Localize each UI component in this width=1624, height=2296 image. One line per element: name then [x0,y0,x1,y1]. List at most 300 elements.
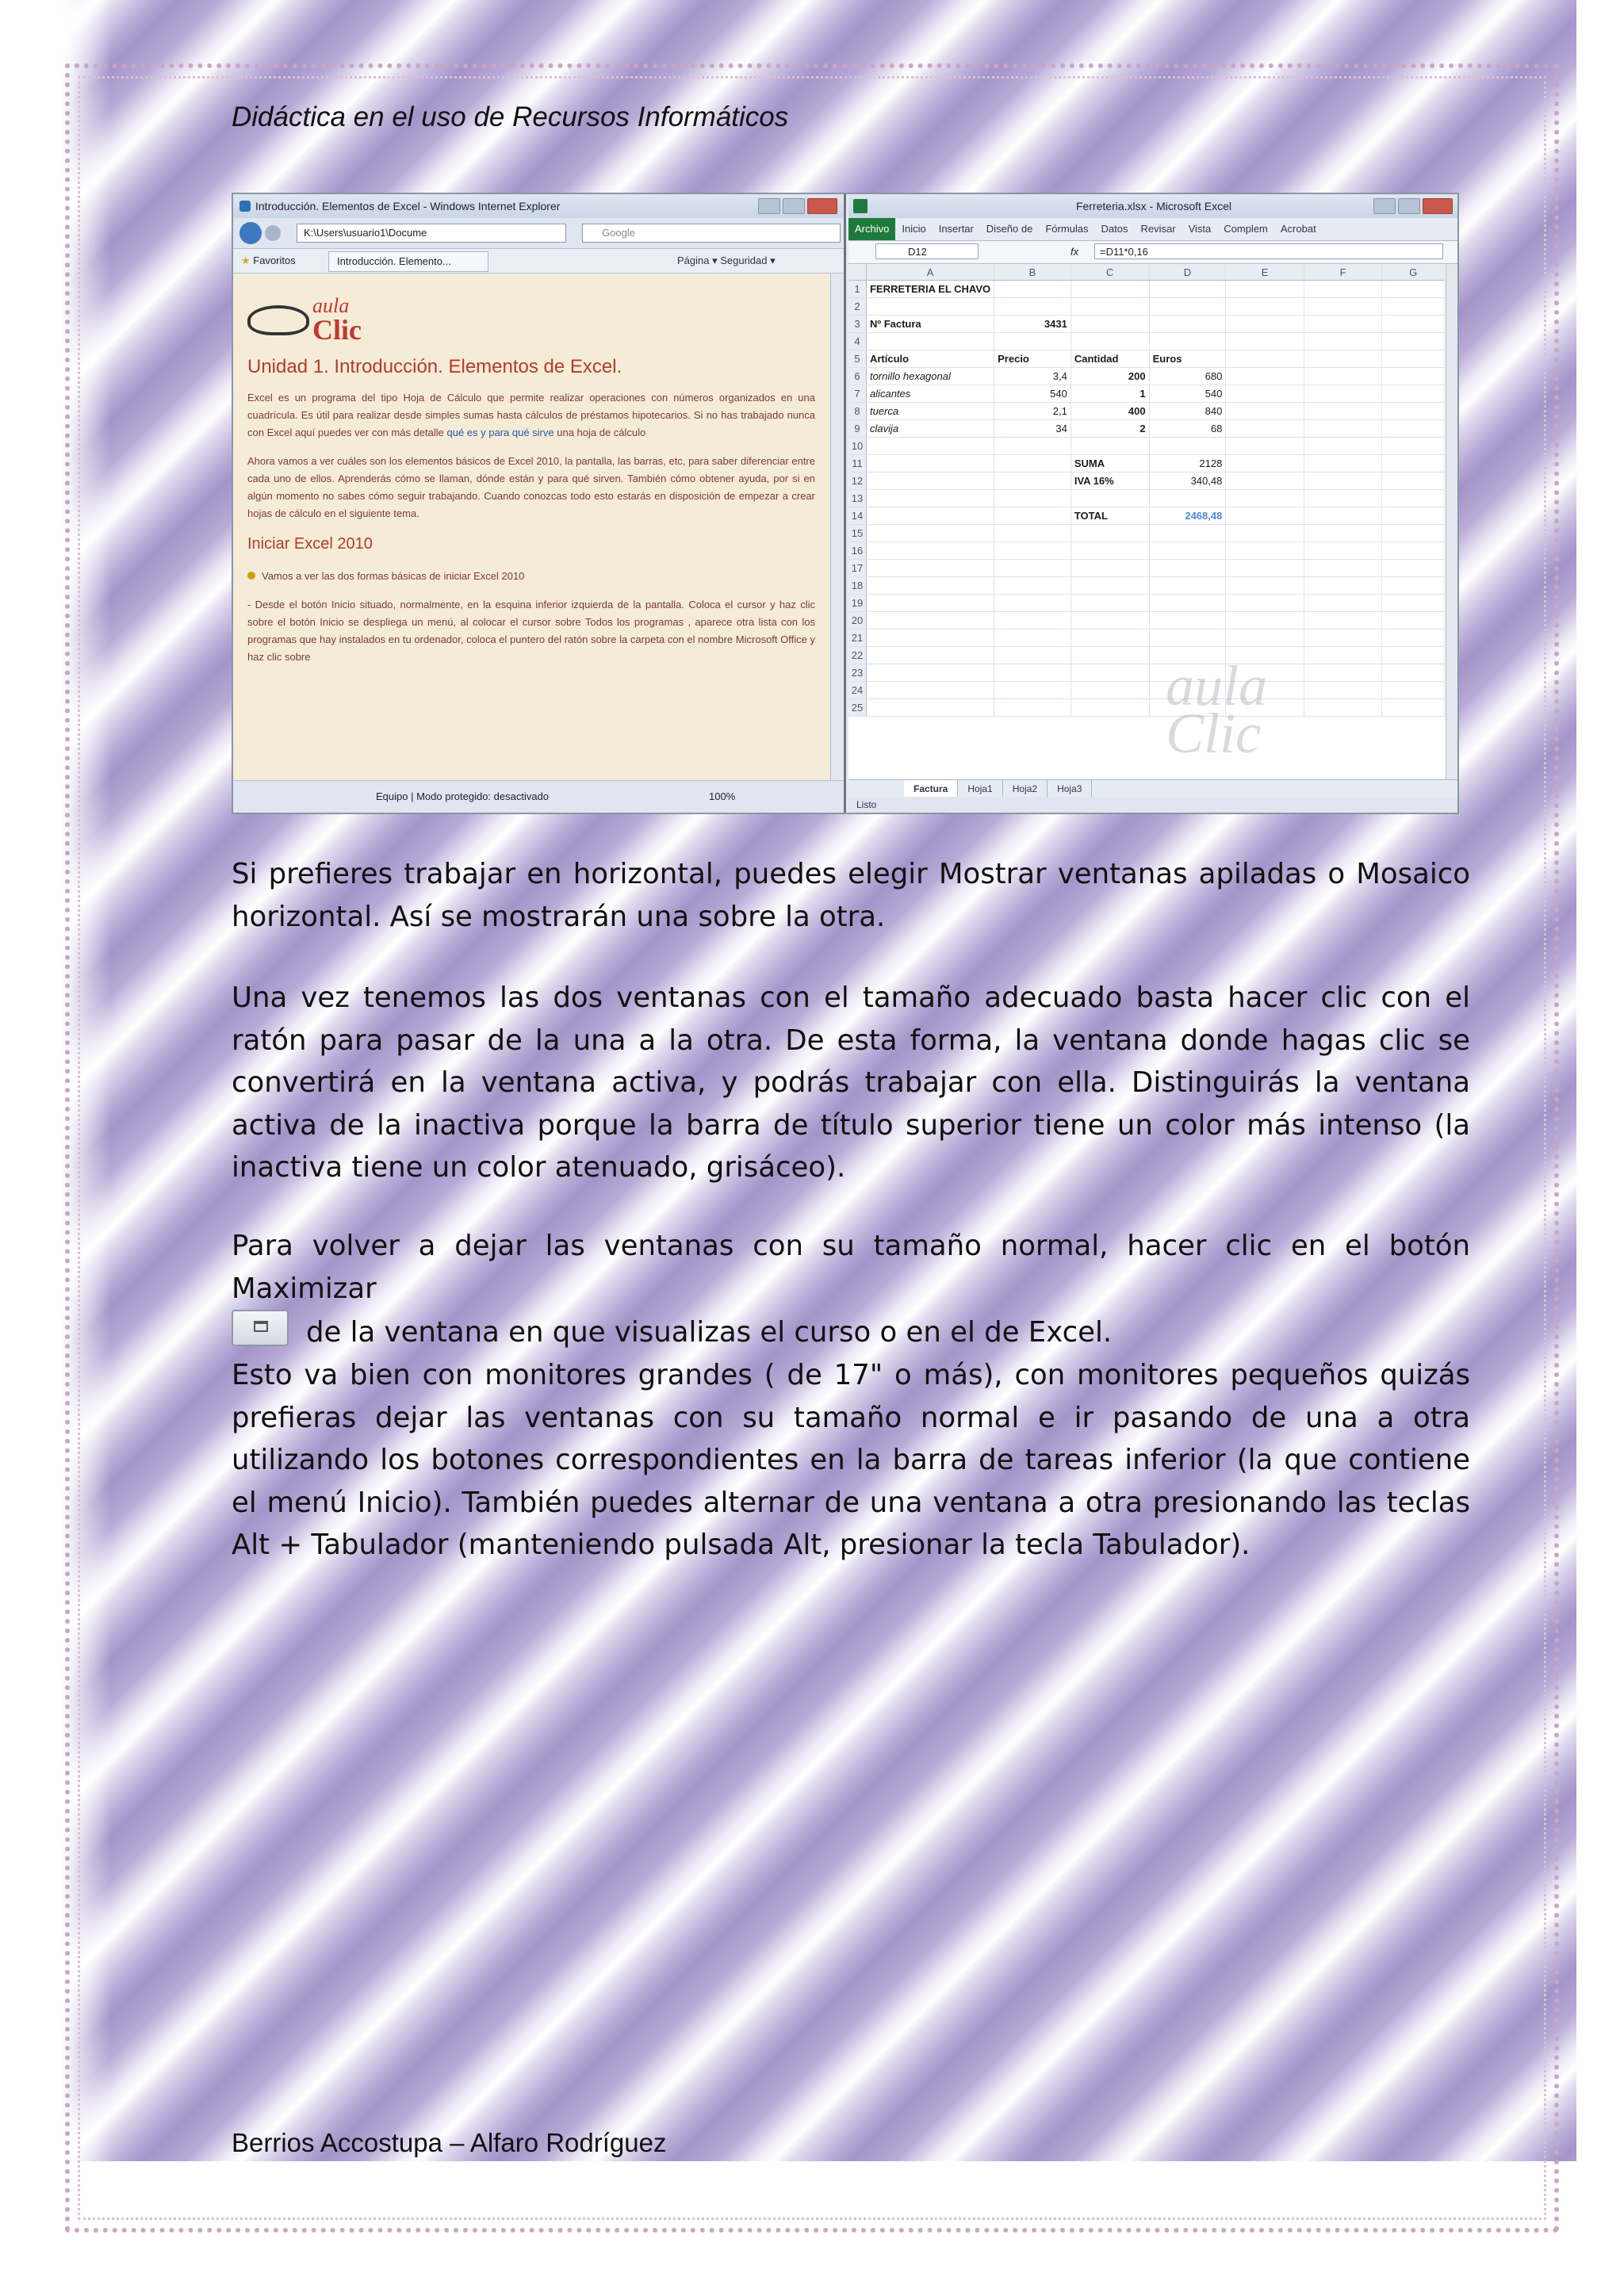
ie-window [233,194,846,813]
ie-title-bar [233,194,844,218]
table-row [848,350,1445,368]
row-header: 15 [848,525,866,542]
table-cell [994,490,1071,507]
table-row [848,629,1445,647]
ribbon-tab: Complem [1224,223,1268,235]
excel-sheet-tabs [848,779,1459,798]
table-cell [1304,403,1381,420]
table-cell [866,298,994,316]
close-icon [807,198,837,214]
row-header: 5 [848,350,866,368]
ie-bullet-text: Vamos a ver las dos formas básicas de iniciar Excel 2010 [262,570,525,582]
excel-scrollbar [1446,264,1459,779]
table-cell [1149,438,1226,455]
row-header: 13 [848,490,866,507]
ribbon-tab: Archivo [848,218,895,240]
row-header: 23 [848,664,866,682]
table-row [848,525,1445,542]
table-row [848,542,1445,560]
right-margin [1576,0,1624,2296]
table-cell: 3,4 [994,368,1071,385]
table-cell [1149,560,1226,577]
column-header: F [1304,264,1381,281]
table-cell [1226,403,1304,420]
table-cell [1382,403,1445,420]
table-cell [1071,647,1149,664]
table-cell [1382,455,1445,473]
ie-favorites-label: Favoritos [253,254,296,266]
table-cell [994,298,1071,316]
table-cell [1304,490,1381,507]
table-cell [1382,542,1445,560]
row-header: 9 [848,420,866,438]
table-cell [1304,298,1381,316]
table-cell: tuerca [866,403,994,420]
ie-heading: Unidad 1. Introducción. Elementos de Excel. [247,356,622,377]
table-row [848,664,1445,682]
footer-authors: Berrios Accostupa – Alfaro Rodríguez [232,2128,667,2157]
aulaclic-watermark [1166,654,1268,765]
table-cell [1149,490,1226,507]
table-cell [866,612,994,629]
ribbon-tab: Diseño de [986,223,1033,235]
ie-link: qué es y para qué sirve [446,427,554,438]
row-header: 24 [848,682,866,699]
close-icon [1423,198,1453,214]
excel-window [848,194,1459,813]
table-cell [1149,595,1226,612]
ie-subheading: Iniciar Excel 2010 [247,535,373,553]
table-cell [1304,455,1381,473]
table-cell [994,455,1071,473]
excel-title-bar [848,194,1459,218]
table-cell: 34 [994,420,1071,438]
column-header: E [1226,264,1304,281]
table-cell [1382,385,1445,403]
table-row [848,420,1445,438]
table-cell: FERRETERIA EL CHAVO [866,281,994,298]
table-cell [994,612,1071,629]
sheet-tab: Hoja2 [1003,780,1048,798]
table-row [848,298,1445,316]
column-header: A [866,264,994,281]
table-cell: 540 [1149,385,1226,403]
table-cell [1304,385,1381,403]
table-cell [1071,281,1149,298]
table-cell [1226,612,1304,629]
ie-zoom: 100% [709,790,736,802]
table-cell [866,629,994,647]
table-cell [1226,525,1304,542]
table-cell [994,281,1071,298]
column-header: D [1149,264,1226,281]
table-cell [1304,525,1381,542]
table-cell: TOTAL [1071,507,1149,525]
table-cell [1149,316,1226,333]
table-cell [1226,490,1304,507]
ribbon-tab: Inicio [902,223,926,235]
table-cell [994,682,1071,699]
table-cell: 200 [1071,368,1149,385]
table-cell [1382,316,1445,333]
table-cell [1149,525,1226,542]
table-cell [1382,438,1445,455]
table-cell [1382,420,1445,438]
table-cell: 840 [1149,403,1226,420]
ie-window-buttons [758,198,837,214]
table-cell [866,507,994,525]
forward-icon [265,225,281,241]
column-header: C [1071,264,1149,281]
table-cell [994,438,1071,455]
excel-status-bar [848,797,1459,813]
table-cell [1149,298,1226,316]
ie-address-bar [233,218,844,249]
table-cell [994,647,1071,664]
table-cell [1382,577,1445,595]
table-row [848,647,1445,664]
table-cell [1304,560,1381,577]
table-cell [1226,333,1304,350]
table-cell: 2128 [1149,455,1226,473]
excel-status-text: Listo [856,799,877,810]
ie-search-field: Google [582,224,841,243]
table-cell [1304,629,1381,647]
table-cell [866,333,994,350]
table-row [848,507,1445,525]
paragraph-3 [232,1225,1470,1354]
table-cell [1304,281,1381,298]
table-cell [1304,682,1381,699]
table-cell: Precio [994,350,1071,368]
table-cell [866,682,994,699]
table-cell [1226,368,1304,385]
table-cell [866,542,994,560]
table-row [848,473,1445,490]
table-cell [1226,281,1304,298]
table-cell [1304,333,1381,350]
table-row [848,560,1445,577]
row-header: 2 [848,298,866,316]
table-cell [994,560,1071,577]
table-cell [1382,560,1445,577]
table-cell [1071,699,1149,717]
table-cell [1304,507,1381,525]
ribbon-tab: Acrobat [1280,223,1316,235]
table-cell [866,455,994,473]
row-header: 18 [848,577,866,595]
table-cell [1382,490,1445,507]
row-header: 4 [848,333,866,350]
table-cell [1071,560,1149,577]
minimize-icon [1373,198,1396,214]
paragraph-3-text-a: Para volver a dejar las ventanas con su tamaño normal, hacer clic en el botón Maximizar [232,1230,1470,1305]
table-cell [1226,629,1304,647]
row-header: 8 [848,403,866,420]
table-row [848,612,1445,629]
table-cell [1149,542,1226,560]
table-cell: tornillo hexagonal [866,368,994,385]
table-cell [994,699,1071,717]
table-cell [1226,455,1304,473]
table-cell: SUMA [1071,455,1149,473]
ribbon-tab: Revisar [1140,223,1176,235]
table-cell [1382,507,1445,525]
table-cell [1226,298,1304,316]
ie-paragraph-2: Ahora vamos a ver cuáles son los elementos básicos de Excel 2010, la pantalla, las barras, etc, para saber diferenciar entre cada uno de ellos. Aprenderás cómo se llaman, dónde están y para qué sirven. También cómo obtener ayuda, por si en algún momento no sabes cómo seguir trabajando. Cuando conozcas todo esto estarás en disposición de empezar a crear hojas de cálculo en el siguiente tema. [247,455,815,519]
table-cell: 340,48 [1149,473,1226,490]
ie-tab: Introducción. Elemento... [328,251,488,272]
table-cell [866,560,994,577]
table-cell [1382,298,1445,316]
table-cell: IVA 16% [1071,473,1149,490]
excel-ribbon-tabs [848,218,1459,241]
table-cell [1304,316,1381,333]
ie-status-bar [233,780,844,813]
excel-grid [848,264,1445,717]
table-cell [1226,316,1304,333]
table-cell [1149,333,1226,350]
table-row [848,595,1445,612]
table-cell [866,438,994,455]
table-cell: 680 [1149,368,1226,385]
table-row [848,333,1445,350]
table-cell [1382,281,1445,298]
table-cell [1304,699,1381,717]
ie-toolbar-menus: Página ▾ Seguridad ▾ [677,254,776,266]
table-cell: 1 [1071,385,1149,403]
table-cell [1304,647,1381,664]
table-cell [1382,682,1445,699]
row-header: 6 [848,368,866,385]
table-cell: clavija [866,420,994,438]
embedded-screenshot [232,193,1459,814]
star-icon: ★ [241,254,251,266]
table-cell [1304,473,1381,490]
table-cell: 400 [1071,403,1149,420]
table-cell [1304,542,1381,560]
table-cell [1226,385,1304,403]
table-cell: alicantes [866,385,994,403]
row-header: 7 [848,385,866,403]
table-cell [1071,333,1149,350]
table-cell [1382,525,1445,542]
ie-status-text: Equipo | Modo protegido: desactivado [376,790,550,802]
table-row [848,385,1445,403]
table-row [848,455,1445,473]
table-cell: 3431 [994,316,1071,333]
table-cell [1382,612,1445,629]
table-cell [1382,368,1445,385]
table-cell: Nº Factura [866,316,994,333]
column-header: B [994,264,1071,281]
table-row [848,699,1445,717]
table-cell [1304,664,1381,682]
table-cell [866,595,994,612]
table-cell [1304,368,1381,385]
sheet-tab: Factura [904,780,958,798]
table-cell [1382,473,1445,490]
row-header: 16 [848,542,866,560]
table-row [848,577,1445,595]
ie-paragraph-1 [247,389,815,442]
table-cell [1071,595,1149,612]
table-cell [1382,350,1445,368]
row-header: 12 [848,473,866,490]
table-cell [1304,577,1381,595]
excel-formula-bar [848,241,1459,264]
table-cell: 2 [1071,420,1149,438]
table-cell [1382,699,1445,717]
table-cell [1382,629,1445,647]
table-cell [1226,560,1304,577]
table-cell [866,473,994,490]
maximize-button-icon [232,1310,289,1346]
table-cell [994,525,1071,542]
table-cell: 2,1 [994,403,1071,420]
table-cell [994,664,1071,682]
ie-page-content [233,274,829,781]
table-cell [1226,438,1304,455]
ie-paragraph-1-tail: una hoja de cálculo [553,427,646,438]
table-cell [994,577,1071,595]
row-header: 22 [848,647,866,664]
table-cell [1071,525,1149,542]
ie-favorites-bar [233,249,844,274]
table-cell [1304,420,1381,438]
table-cell [994,333,1071,350]
table-cell [1071,298,1149,316]
table-cell [1149,577,1226,595]
paragraph-2: Una vez tenemos las dos ventanas con el tamaño adecuado basta hacer clic con el ratón para pasar de la una a la otra. De esta forma, la ventana donde hagas clic se convertirá en la ventana activa, y podrás trabajar con ella. Distinguirás la ventana activa de la inactiva porque la barra de título superior tiene un color más intenso (la inactiva tiene un color atenuado, grisáceo). [232,982,1470,1184]
table-cell [1304,612,1381,629]
table-cell [866,647,994,664]
table-cell: 2468,48 [1149,507,1226,525]
table-cell [994,507,1071,525]
logo-top-text: aula [312,294,350,317]
watermark-top: aula [1166,654,1268,718]
table-cell: Euros [1149,350,1226,368]
table-cell [1071,542,1149,560]
excel-name-box: D12 [875,243,979,259]
paragraph-1: Si prefieres trabajar en horizontal, puedes elegir Mostrar ventanas apiladas o Mosaico horizontal. Así se mostrarán una sobre la otra. [232,858,1470,933]
row-header: 10 [848,438,866,455]
column-header: G [1382,264,1445,281]
grid-corner [848,264,866,281]
table-row [848,368,1445,385]
table-cell [1226,542,1304,560]
table-cell [1304,438,1381,455]
table-cell [1226,420,1304,438]
sheet-tab: Hoja1 [958,780,1002,798]
row-header: 20 [848,612,866,629]
table-cell [866,490,994,507]
table-cell [1304,350,1381,368]
sheet-tab: Hoja3 [1048,780,1092,798]
row-header: 19 [848,595,866,612]
ribbon-tab: Vista [1188,223,1212,235]
table-cell [1071,577,1149,595]
excel-app-icon [853,199,868,213]
ie-scrollbar [830,274,844,781]
graduation-cap-icon [247,305,309,335]
ie-bullet [247,568,815,585]
excel-table [848,264,1445,717]
minimize-icon [758,198,780,214]
table-cell [1149,612,1226,629]
excel-window-buttons [1373,198,1453,214]
table-cell [1382,647,1445,664]
table-cell: 68 [1149,420,1226,438]
excel-formula-field: =D11*0,16 [1094,243,1443,259]
table-cell [1071,664,1149,682]
table-cell [1071,612,1149,629]
table-cell [994,542,1071,560]
table-row [848,438,1445,455]
ie-url-field: K:\Users\usuario1\Docume [297,224,566,243]
table-cell [1382,664,1445,682]
table-cell [1304,595,1381,612]
table-cell [866,525,994,542]
ribbon-tab: Insertar [938,223,974,235]
table-cell [1071,629,1149,647]
row-header: 21 [848,629,866,647]
table-cell: 540 [994,385,1071,403]
table-cell [866,664,994,682]
table-cell [1226,350,1304,368]
table-cell [866,577,994,595]
table-cell [1071,682,1149,699]
table-row [848,682,1445,699]
table-row [848,490,1445,507]
table-cell [1382,333,1445,350]
table-cell [1382,595,1445,612]
table-cell [1226,595,1304,612]
ie-paragraph-1-text: Excel es un programa del tipo Hoja de Cálculo que permite realizar operaciones con números organizados en una cuadrícula. Es útil para realizar desde simples sumas hasta cálculos de préstamos hipotecarios. Si no has trabajado nunca con Excel aquí puedes ver con más detalle [247,392,815,438]
table-cell [1149,281,1226,298]
table-cell [1149,629,1226,647]
back-icon [239,222,262,244]
table-cell [994,595,1071,612]
table-cell [994,473,1071,490]
maximize-icon [783,198,805,214]
row-header: 17 [848,560,866,577]
table-cell [1071,490,1149,507]
table-cell: Cantidad [1071,350,1149,368]
row-header: 25 [848,699,866,717]
paragraph-4: Esto va bien con monitores grandes ( de 17" o más), con monitores pequeños quizás prefieras dejar las ventanas con su tamaño normal e ir pasando de una a otra utilizando los botones correspondientes en la barra de tareas inferior (la que contiene el menú Inicio). También puedes alternar de una ventana a otra presionando las teclas Alt + Tabulador (manteniendo pulsada Alt, presionar la tecla Tabulador). [232,1359,1470,1561]
table-cell: Artículo [866,350,994,368]
excel-title-text: Ferreteria.xlsx - Microsoft Excel [1075,200,1232,212]
table-cell [1226,507,1304,525]
bullet-icon [247,572,255,580]
table-cell [1226,577,1304,595]
row-header: 11 [848,455,866,473]
row-header: 3 [848,316,866,333]
running-header: Didáctica en el uso de Recursos Informáticos [232,101,789,132]
ribbon-tab: Fórmulas [1045,223,1089,235]
fx-icon: fx [1071,246,1079,258]
table-row [848,316,1445,333]
table-cell [1071,316,1149,333]
table-row [848,403,1445,420]
aulaclic-logo [247,289,815,345]
table-cell [1071,438,1149,455]
maximize-icon [1398,198,1420,214]
logo-bottom-text: Clic [312,314,362,346]
row-header: 14 [848,507,866,525]
table-row [848,281,1445,298]
